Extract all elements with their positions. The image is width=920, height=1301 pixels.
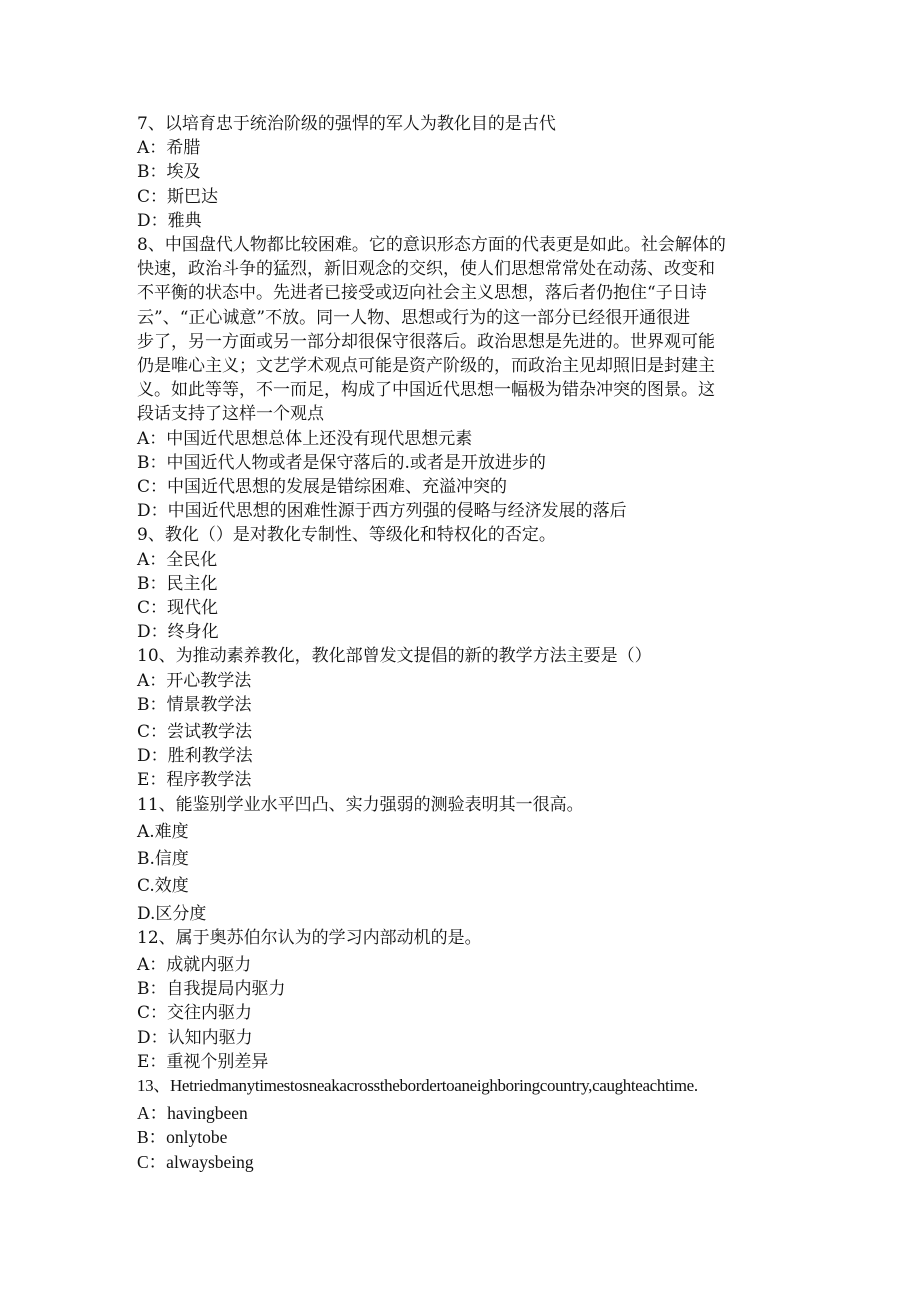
option-d: D.区分度	[137, 903, 207, 924]
option-a: A：中国近代思想总体上还没有现代思想元素	[137, 428, 473, 449]
question-10	[137, 644, 787, 792]
question-stem: 10、为推动素养教化，教化部曾发文提倡的新的教学方法主要是（）	[137, 646, 652, 667]
question-stem: 13、Hetriedmanytimestosneakacrossthebordertoaneighboringcountry,caughteachtime.	[137, 1075, 698, 1095]
question-stem-line: 仍是唯心主义；文艺学术观点可能是资产阶级的，而政治主见却照旧是封建主	[137, 356, 715, 377]
option-b: B：onlytobe	[137, 1127, 228, 1148]
option-c: C：中国近代思想的发展是错综困难、充溢冲突的	[137, 477, 508, 498]
option-e: E：重视个别差异	[137, 1051, 269, 1072]
option-c: C：斯巴达	[137, 186, 219, 207]
option-c: C.效度	[137, 876, 189, 897]
option-d: D：雅典	[137, 210, 202, 231]
question-11	[137, 793, 787, 926]
option-c: C：现代化	[137, 598, 219, 619]
question-8	[137, 233, 787, 523]
question-13	[137, 1074, 787, 1174]
question-stem-line: 快速，政治斗争的猛烈，新旧观念的交织，使人们思想常常处在动荡、改变和	[137, 259, 715, 280]
option-c: C：尝试教学法	[137, 722, 253, 743]
document-page	[137, 112, 787, 1174]
option-a: A.难度	[137, 821, 189, 842]
option-d: D：中国近代思想的困难性源于西方列强的侵略与经济发展的落后	[137, 501, 627, 522]
question-stem-line: 不平衡的状态中。先进者已接受或迈向社会主义思想，落后者仍抱住“子日诗	[137, 283, 707, 304]
question-stem-line: 云”、“正心诚意”不放。同一人物、思想或行为的这一部分已经很开通很进	[137, 307, 691, 328]
option-b: B：情景教学法	[137, 694, 252, 715]
option-a: A：havingbeen	[137, 1103, 248, 1124]
option-a: A：成就内驱力	[137, 954, 252, 975]
option-b: B.信度	[137, 849, 189, 870]
option-b: B：中国近代人物或者是保守落后的.或者是开放进步的	[137, 452, 546, 473]
question-12	[137, 926, 787, 1074]
question-stem: 7、以培育忠于统治阶级的强悍的军人为教化目的是古代	[137, 114, 556, 134]
option-d: D：胜利教学法	[137, 746, 253, 767]
option-b: B：埃及	[137, 162, 201, 183]
option-d: D：终身化	[137, 622, 219, 643]
option-b: B：自我提局内驱力	[137, 979, 286, 1000]
option-a: A：全民化	[137, 549, 218, 570]
question-7	[137, 112, 787, 233]
question-stem: 11、能鉴别学业水平凹凸、实力强弱的测验表明其一很高。	[137, 794, 584, 815]
option-a: A：开心教学法	[137, 670, 252, 691]
question-stem: 9、教化（）是对教化专制性、等级化和特权化的否定。	[137, 525, 556, 546]
option-e: E：程序教学法	[137, 770, 252, 791]
question-stem-line: 义。如此等等，不一而足，构成了中国近代思想一幅极为错杂冲突的图景。这	[137, 380, 715, 401]
option-c: C：交往内驱力	[137, 1003, 253, 1024]
question-stem-line: 步了，另一方面或另一部分却很保守很落后。政治思想是先进的。世界观可能	[137, 331, 715, 352]
option-b: B：民主化	[137, 573, 218, 594]
question-stem: 12、属于奥苏伯尔认为的学习内部动机的是。	[137, 927, 482, 948]
question-stem-line: 段话支持了这样一个观点	[137, 404, 324, 425]
question-9	[137, 523, 787, 644]
option-c: C：alwaysbeing	[137, 1151, 254, 1172]
option-d: D：认知内驱力	[137, 1027, 253, 1048]
option-a: A：希腊	[137, 138, 201, 159]
question-stem-line: 8、中国盘代人物都比较困难。它的意识形态方面的代表更是如此。社会解体的	[137, 235, 726, 256]
